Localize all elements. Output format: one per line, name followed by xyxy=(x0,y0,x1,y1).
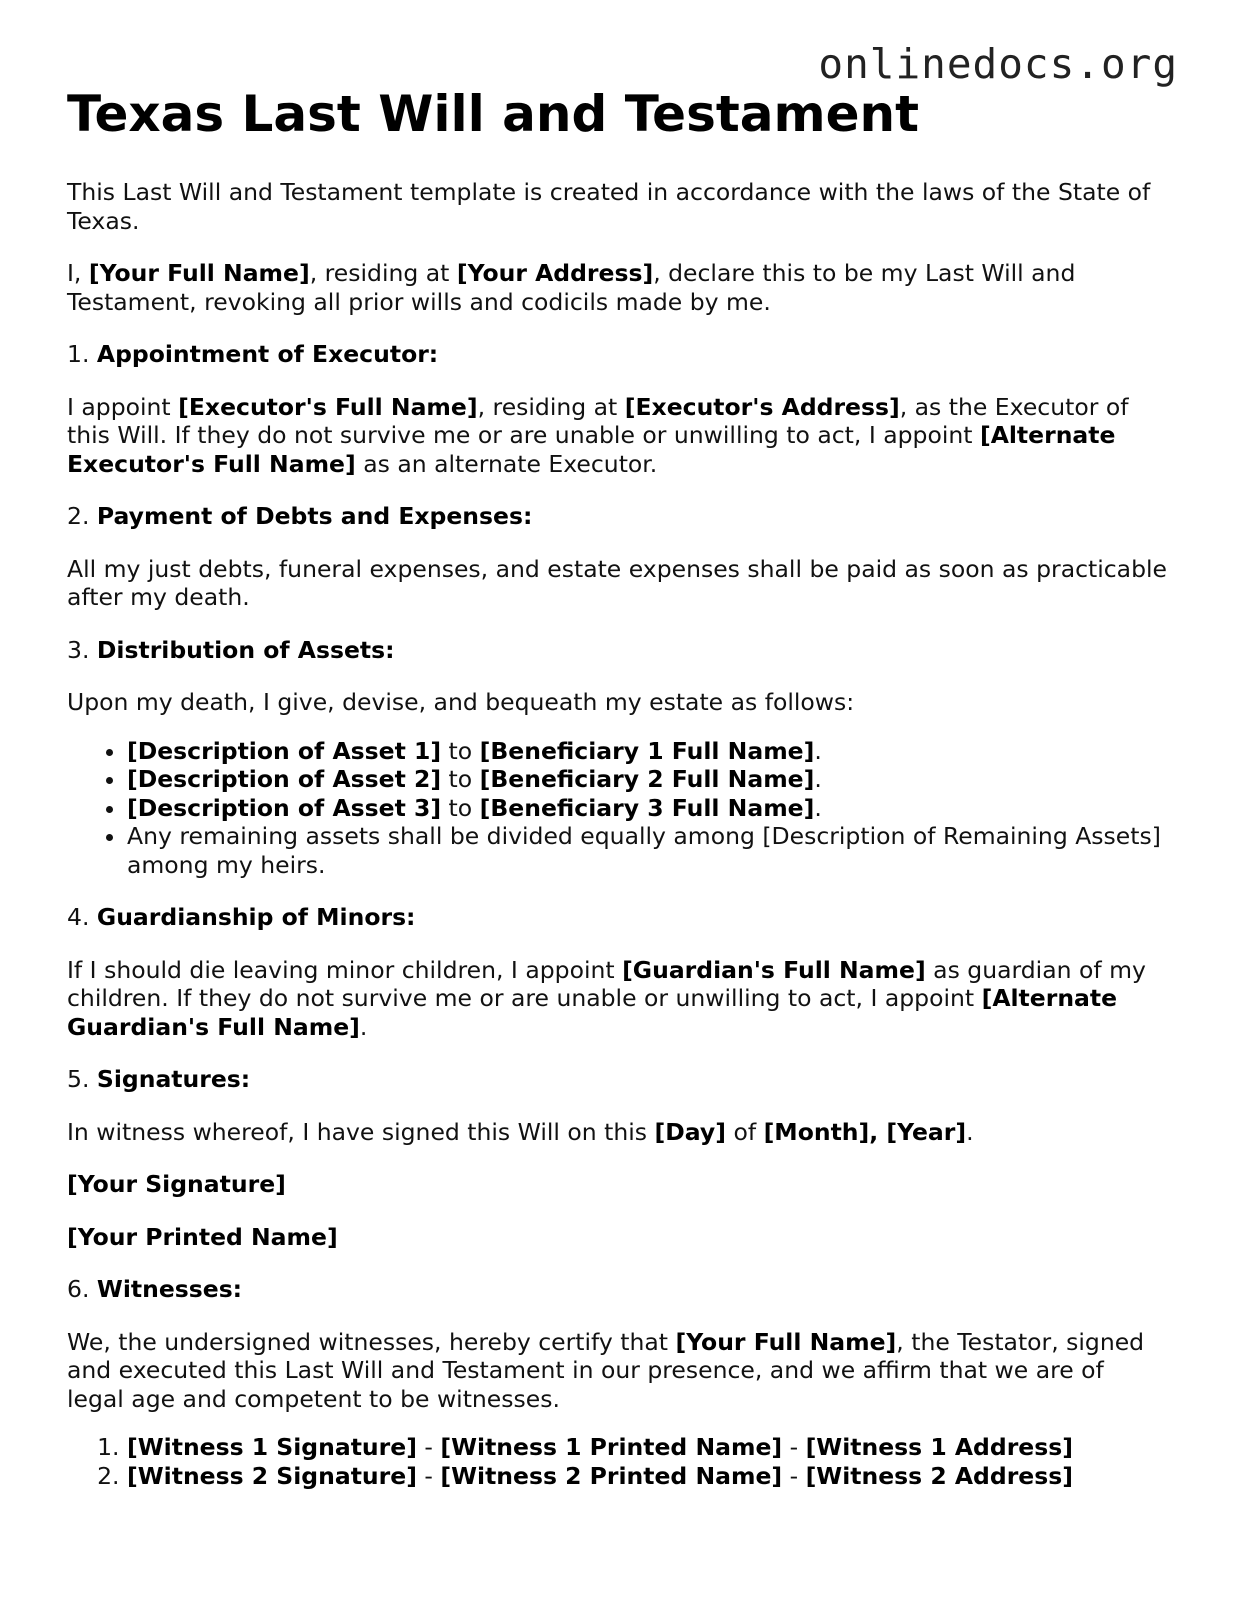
intro-paragraph: This Last Will and Testament template is created in accordance with the laws of the State of Texas. xyxy=(67,178,1151,235)
declaration-paragraph: I, [Your Full Name], residing at [Your Address], declare this to be my Last Will and Testament, revoking all prior wills and codicils made by me. xyxy=(67,259,1076,316)
placeholder-executor-name: [Executor's Full Name] xyxy=(178,392,478,421)
placeholder-executor-address: [Executor's Address] xyxy=(624,392,900,421)
section-heading-witnesses: 6. Witnesses: xyxy=(67,1275,243,1303)
witness-list xyxy=(67,1433,1167,1490)
placeholder-testator-name: [Your Full Name] xyxy=(675,1327,897,1356)
section-heading-guardianship: 4. Guardianship of Minors: xyxy=(67,903,416,931)
document-body xyxy=(67,84,1167,1514)
executor-paragraph: I appoint [Executor's Full Name], residing at [Executor's Address], as the Executor of this Will. If they do not survive me or are unable or unwilling to act, I appoint [Alternate Executor's Full Name] as an alternate Executor. xyxy=(67,392,1129,478)
guardian-paragraph: If I should die leaving minor children, I appoint [Guardian's Full Name] as guardian of my children. If they do not survive me or are unable or unwilling to act, I appoint [Alternate Guardian's Full Name]. xyxy=(67,955,1146,1041)
printed-name-line: [Your Printed Name] xyxy=(67,1222,338,1251)
placeholder-month-year: [Month], [Year] xyxy=(763,1117,967,1146)
list-item: 1. [Witness 1 Signature] - [Witness 1 Printed Name] - [Witness 1 Address] xyxy=(127,1433,1167,1462)
watermark: onlinedocs.org xyxy=(818,40,1178,88)
section-heading-distribution: 3. Distribution of Assets: xyxy=(67,635,395,664)
signature-line: [Your Signature] xyxy=(67,1170,286,1198)
placeholder-alternate-executor: [Alternate Executor's Full Name] xyxy=(67,421,1116,478)
list-item: • [Description of Asset 2] to [Beneficiary 2 Full Name]. xyxy=(127,765,1167,794)
placeholder-your-full-name: [Your Full Name] xyxy=(88,259,310,287)
section-heading-debts: 2. Payment of Debts and Expenses: xyxy=(67,502,533,530)
witness-paragraph: We, the undersigned witnesses, hereby certify that [Your Full Name], the Testator, signed and executed this Last Will and Testament in our presence, and we affirm that we are of legal age and competent to be witnesses. xyxy=(67,1327,1145,1413)
section-heading-signatures: 5. Signatures: xyxy=(67,1065,251,1093)
placeholder-guardian-name: [Guardian's Full Name] xyxy=(622,955,926,984)
signature-date-paragraph: In witness whereof, I have signed this Will on this [Day] of [Month], [Year]. xyxy=(67,1117,974,1146)
page-title: Texas Last Will and Testament xyxy=(67,85,920,143)
section-heading-executor: 1. Appointment of Executor: xyxy=(67,340,439,368)
asset-list xyxy=(67,737,1167,880)
debts-paragraph: All my just debts, funeral expenses, and estate expenses shall be paid as soon as practicable after my death. xyxy=(67,554,1167,611)
list-item: • [Description of Asset 3] to [Beneficiary 3 Full Name]. xyxy=(127,794,1167,823)
placeholder-your-address: [Your Address] xyxy=(456,259,654,287)
list-item: 2. [Witness 2 Signature] - [Witness 2 Printed Name] - [Witness 2 Address] xyxy=(127,1462,1167,1491)
distribution-intro: Upon my death, I give, devise, and bequeath my estate as follows: xyxy=(67,688,855,716)
placeholder-day: [Day] xyxy=(654,1117,726,1146)
list-item: • Any remaining assets shall be divided equally among [Description of Remaining Assets] among my heirs. xyxy=(127,822,1167,879)
placeholder-alternate-guardian: [Alternate Guardian's Full Name] xyxy=(67,984,1118,1041)
list-item: • [Description of Asset 1] to [Beneficiary 1 Full Name]. xyxy=(127,737,1167,766)
